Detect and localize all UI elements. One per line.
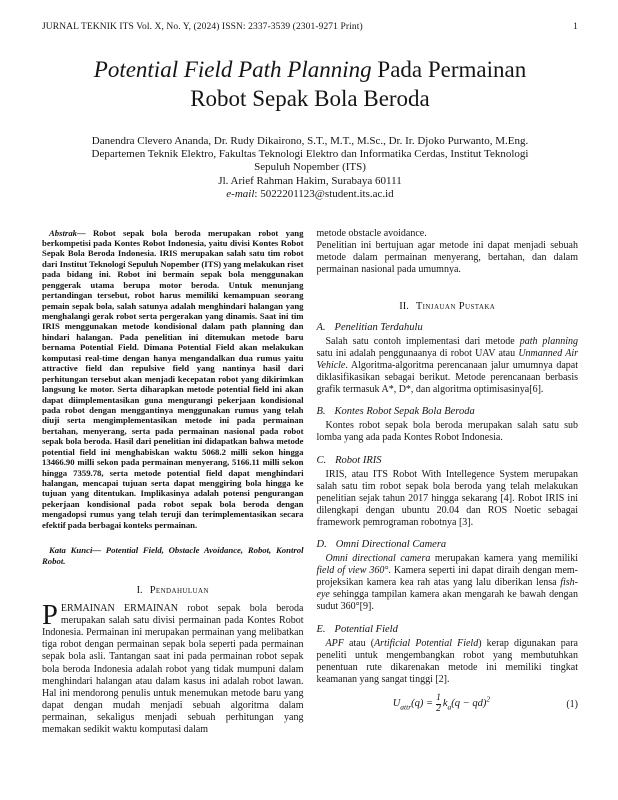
intro-objective-paragraph: Penelitian ini bertujuan agar metode ini dapat menjadi sebuah metode dalam permainan menyerang, bertahan, dan dalam permainan nasional pada umumnya. — [316, 239, 578, 275]
fraction-numerator: 1 — [436, 692, 441, 703]
equation-exponent: 2 — [486, 694, 491, 704]
italic-run: Artificial Potential Field — [374, 637, 479, 649]
subsection-b-paragraph: Kontes robot sepak bola beroda merupakan salah satu sub lomba yang ada pada Kontes Robot Indonesia. — [316, 420, 578, 444]
equation-text: (q − qd) — [451, 698, 487, 710]
introduction-paragraph — [42, 600, 304, 736]
equation-text: (q) = — [411, 698, 434, 710]
subsection-title: Omni Directional Camera — [335, 539, 447, 551]
subsection-title: Kontes Robot Sepak Bola Beroda — [334, 406, 475, 418]
running-header — [42, 22, 578, 32]
section-heading-literature-review — [317, 301, 579, 312]
journal-header-text: JURNAL TEKNIK ITS Vol. X, No. Y, (2024) ISSN: 2337-3539 (2301-9271 Print) — [42, 22, 363, 32]
fraction-denominator: 2 — [436, 703, 441, 714]
subsection-c-paragraph: IRIS, atau ITS Robot With Intellegence System merupakan salah satu tim robot sepak bola beroda yang telah melakukan penelitian sejak tahun 2017 hingga sekarang [4]. Robot IRIS ini dilengkapi dengan ubuntu 20.04 dan ROS Noetic sebagai framework pemrograman robotnya [3]. — [316, 468, 578, 528]
subsection-letter: A. — [316, 321, 326, 333]
equation-expression — [317, 694, 567, 715]
equation-1 — [317, 694, 579, 715]
title-italic-part: Potential Field Path Planning — [93, 57, 372, 82]
abstract-text: Robot sepak bola beroda merupakan robot yang berkompetisi pada Kontes Robot Indonesia, yaitu divisi Kontes Robot Sepak Bola Beroda Indonesia. IRIS merupakan salah satu tim robot dari Institut Teknologi Sepuluh Nopember (ITS) yang melakukan riset pada bidang ini. Robot ini bermain sepak bola menggunakan penggerak utama berupa motor beroda. Untuk menunjang pertandingan tersebut, robot harus memiliki kemampuan seorang pemain sepak bola, salah satunya adalah menghindari halangan yang menghalangi gerak robot serta pergerakan yang dinamis. Saat ini tim IRIS menggunakan metode kondisional dalam path planning dan hindari halangan. Pada penelitian ini ditemukan metode baru bernama Potential Field. Dimana Potential Field akan melakukan komputasi real-time dengan hanya mengandalkan dua rumus yaitu attractive field dan repulsive field yang nantinya hasil dari perhitungan tersebut akan menjadi kecepatan robot yang dikirimkan langsung ke motor. Serta diharapkan metode potential field ini akan dapat diimplementasikan guna mengurangi pekerjaan kondisional pada robot dengan menggantinya menggunakan rumus yang telah diuji serta mengimplementasikan metode ini pada permainan bertahan, menyerang, serta pada permainan nasional pada robot sepak bola beroda. Hasil dari penelitian ini didapatkan bahwa metode potential field ini menghabiskan waktu 5068.2 milli sekon hingga 13466.90 milli sekon pada permainan menyerang, 5166.11 milli sekon hingga 7359.78, serta metode potential field dapat menghindari halangan, mencapai tujuan serta dapat menggiring bola hingga ke tujuan yang ditentukan. Implikasinya adalah potensi pengurangan pekerjaan kondisional pada robot sepak bola beroda dengan mengadopsi rumus yang telah teruji dan terimplementasikan secara efektif pada berbagai konteks permainan. — [42, 227, 304, 530]
section-number: II. — [399, 300, 409, 312]
title-line2: Robot Sepak Bola Beroda — [190, 85, 430, 111]
affiliation-line1: Departemen Teknik Elektro, Fakultas Teknologi Elektro dan Informatika Cerdas, Institut Teknologi — [91, 147, 529, 160]
fraction — [436, 694, 441, 715]
section-title: Tinjauan Pustaka — [415, 300, 496, 312]
text-run: . Algoritma-algoritma perencanaan jalur umumnya dapat diklasifikasikan sebagai berikut. Metode perencanaan berbasis grafik termasuk A*, D*, dan algoritma optimisasinya[6]. — [316, 360, 578, 396]
equation-subscript: a — [447, 702, 452, 712]
equation-symbol: U — [392, 698, 401, 710]
subsection-heading-e — [317, 624, 579, 635]
subsection-e-paragraph — [317, 638, 579, 686]
equation-number: (1) — [566, 698, 578, 710]
equation-symbol: k — [442, 698, 448, 710]
text-run: . Kamera seperti ini dapat diraih dengan mem-projeksikan kamera kea rah atas yang lalu diberikan lensa — [316, 565, 578, 589]
text-run: sehingga tampilan kamera akan mengarah ke bawah dengan sudut 360°[9]. — [316, 589, 578, 613]
email-line — [42, 188, 578, 201]
subsection-title: Penelitian Terdahulu — [334, 321, 423, 333]
keywords — [42, 545, 304, 566]
author-block — [42, 135, 578, 202]
text-run: merupakan kamera yang memiliki — [430, 553, 578, 565]
drop-cap: P — [42, 600, 58, 632]
subsection-letter: C. — [316, 454, 327, 466]
two-column-body — [42, 228, 578, 737]
subsection-heading-d — [317, 539, 579, 550]
italic-run: path planning — [519, 335, 578, 347]
email-label: e-mail — [226, 188, 255, 201]
title-regular-part: Pada Permainan — [371, 57, 527, 82]
subsection-heading-b — [317, 406, 579, 417]
paper-title — [42, 56, 578, 114]
italic-run: APF — [325, 637, 344, 649]
equation-subscript: attr — [400, 702, 412, 712]
keywords-text: Potential Field, Obstacle Avoidance, Robot, Kontrol Robot. — [42, 545, 304, 566]
italic-run: field of view 360° — [316, 565, 389, 577]
subsection-letter: B. — [316, 406, 326, 418]
subsection-title: Robot IRIS — [335, 454, 382, 466]
section-heading-introduction — [42, 585, 304, 596]
intro-continuation-line: metode obstacle avoidance. — [316, 227, 427, 239]
subsection-heading-a — [317, 322, 579, 333]
section-title: Pendahuluan — [149, 585, 209, 597]
intro-text: robot sepak bola beroda merupakan salah satu divisi permainan pada Kontes Robot Indonesia. Permainan ini merupakan permainan yang melibatkan tiga robot dengan permainan sepak bola seperti pada permainan sepak bola asli. Tantangan saat ini pada permainan robot sepak bola beroda Indonesia adalah robot yang tidak mumpuni dalam menghindari halangan atau dalam kasus ini adalah robot lawan. Hal ini mendorong penulis untuk menemukan metode baru yang dapat dengan mudah menjadi sebuah algoritma dalam permainan, sekaligus menjadi sebuah perhitungan yang memakan sedikit waktu komputasi dalam — [42, 603, 304, 736]
subsection-letter: D. — [316, 539, 327, 551]
subsection-heading-c — [317, 455, 579, 466]
left-column — [42, 228, 304, 737]
abstract-label: Abstrak— — [49, 227, 86, 238]
page-number: 1 — [573, 22, 578, 32]
text-run: atau ( — [343, 637, 375, 649]
affiliation-line2: Sepuluh Nopember (ITS) — [254, 161, 366, 174]
keywords-label: Kata Kunci— — [49, 545, 102, 556]
section-number: I. — [136, 585, 143, 597]
italic-run: Unmanned Air Vehicle — [316, 348, 579, 372]
author-names: Danendra Clevero Ananda, Dr. Rudy Dikairono, S.T., M.T., M.Sc., Dr. Ir. Djoko Purwanto, M.Eng. — [91, 134, 529, 147]
subsection-letter: E. — [316, 623, 326, 635]
text-run: Salah satu contoh implementasi dari metode — [325, 335, 520, 347]
subsection-d-paragraph — [317, 553, 579, 613]
italic-run: fish-eye — [316, 577, 578, 601]
intro-lead-words: ERMAINAN ERMAINAN — [60, 603, 178, 615]
text-run: satu ini adalah penggunaanya di robot UAV atau — [316, 348, 519, 359]
text-run: ) kerap digunakan para peneliti untuk mengembangkan robot yang membutuhkan penentuan rute dikarenakan metode ini memiliki tingkat keamanan yang sangat tinggi [2]. — [316, 637, 578, 685]
subsection-title: Potential Field — [334, 623, 398, 635]
italic-run: Omni directional camera — [325, 553, 431, 565]
abstract — [42, 228, 304, 531]
address: Jl. Arief Rahman Hakim, Surabaya 60111 — [218, 174, 402, 187]
subsection-a-paragraph — [317, 336, 579, 396]
email-value: : 5022201123@student.its.ac.id — [254, 188, 394, 201]
right-column — [317, 228, 579, 737]
